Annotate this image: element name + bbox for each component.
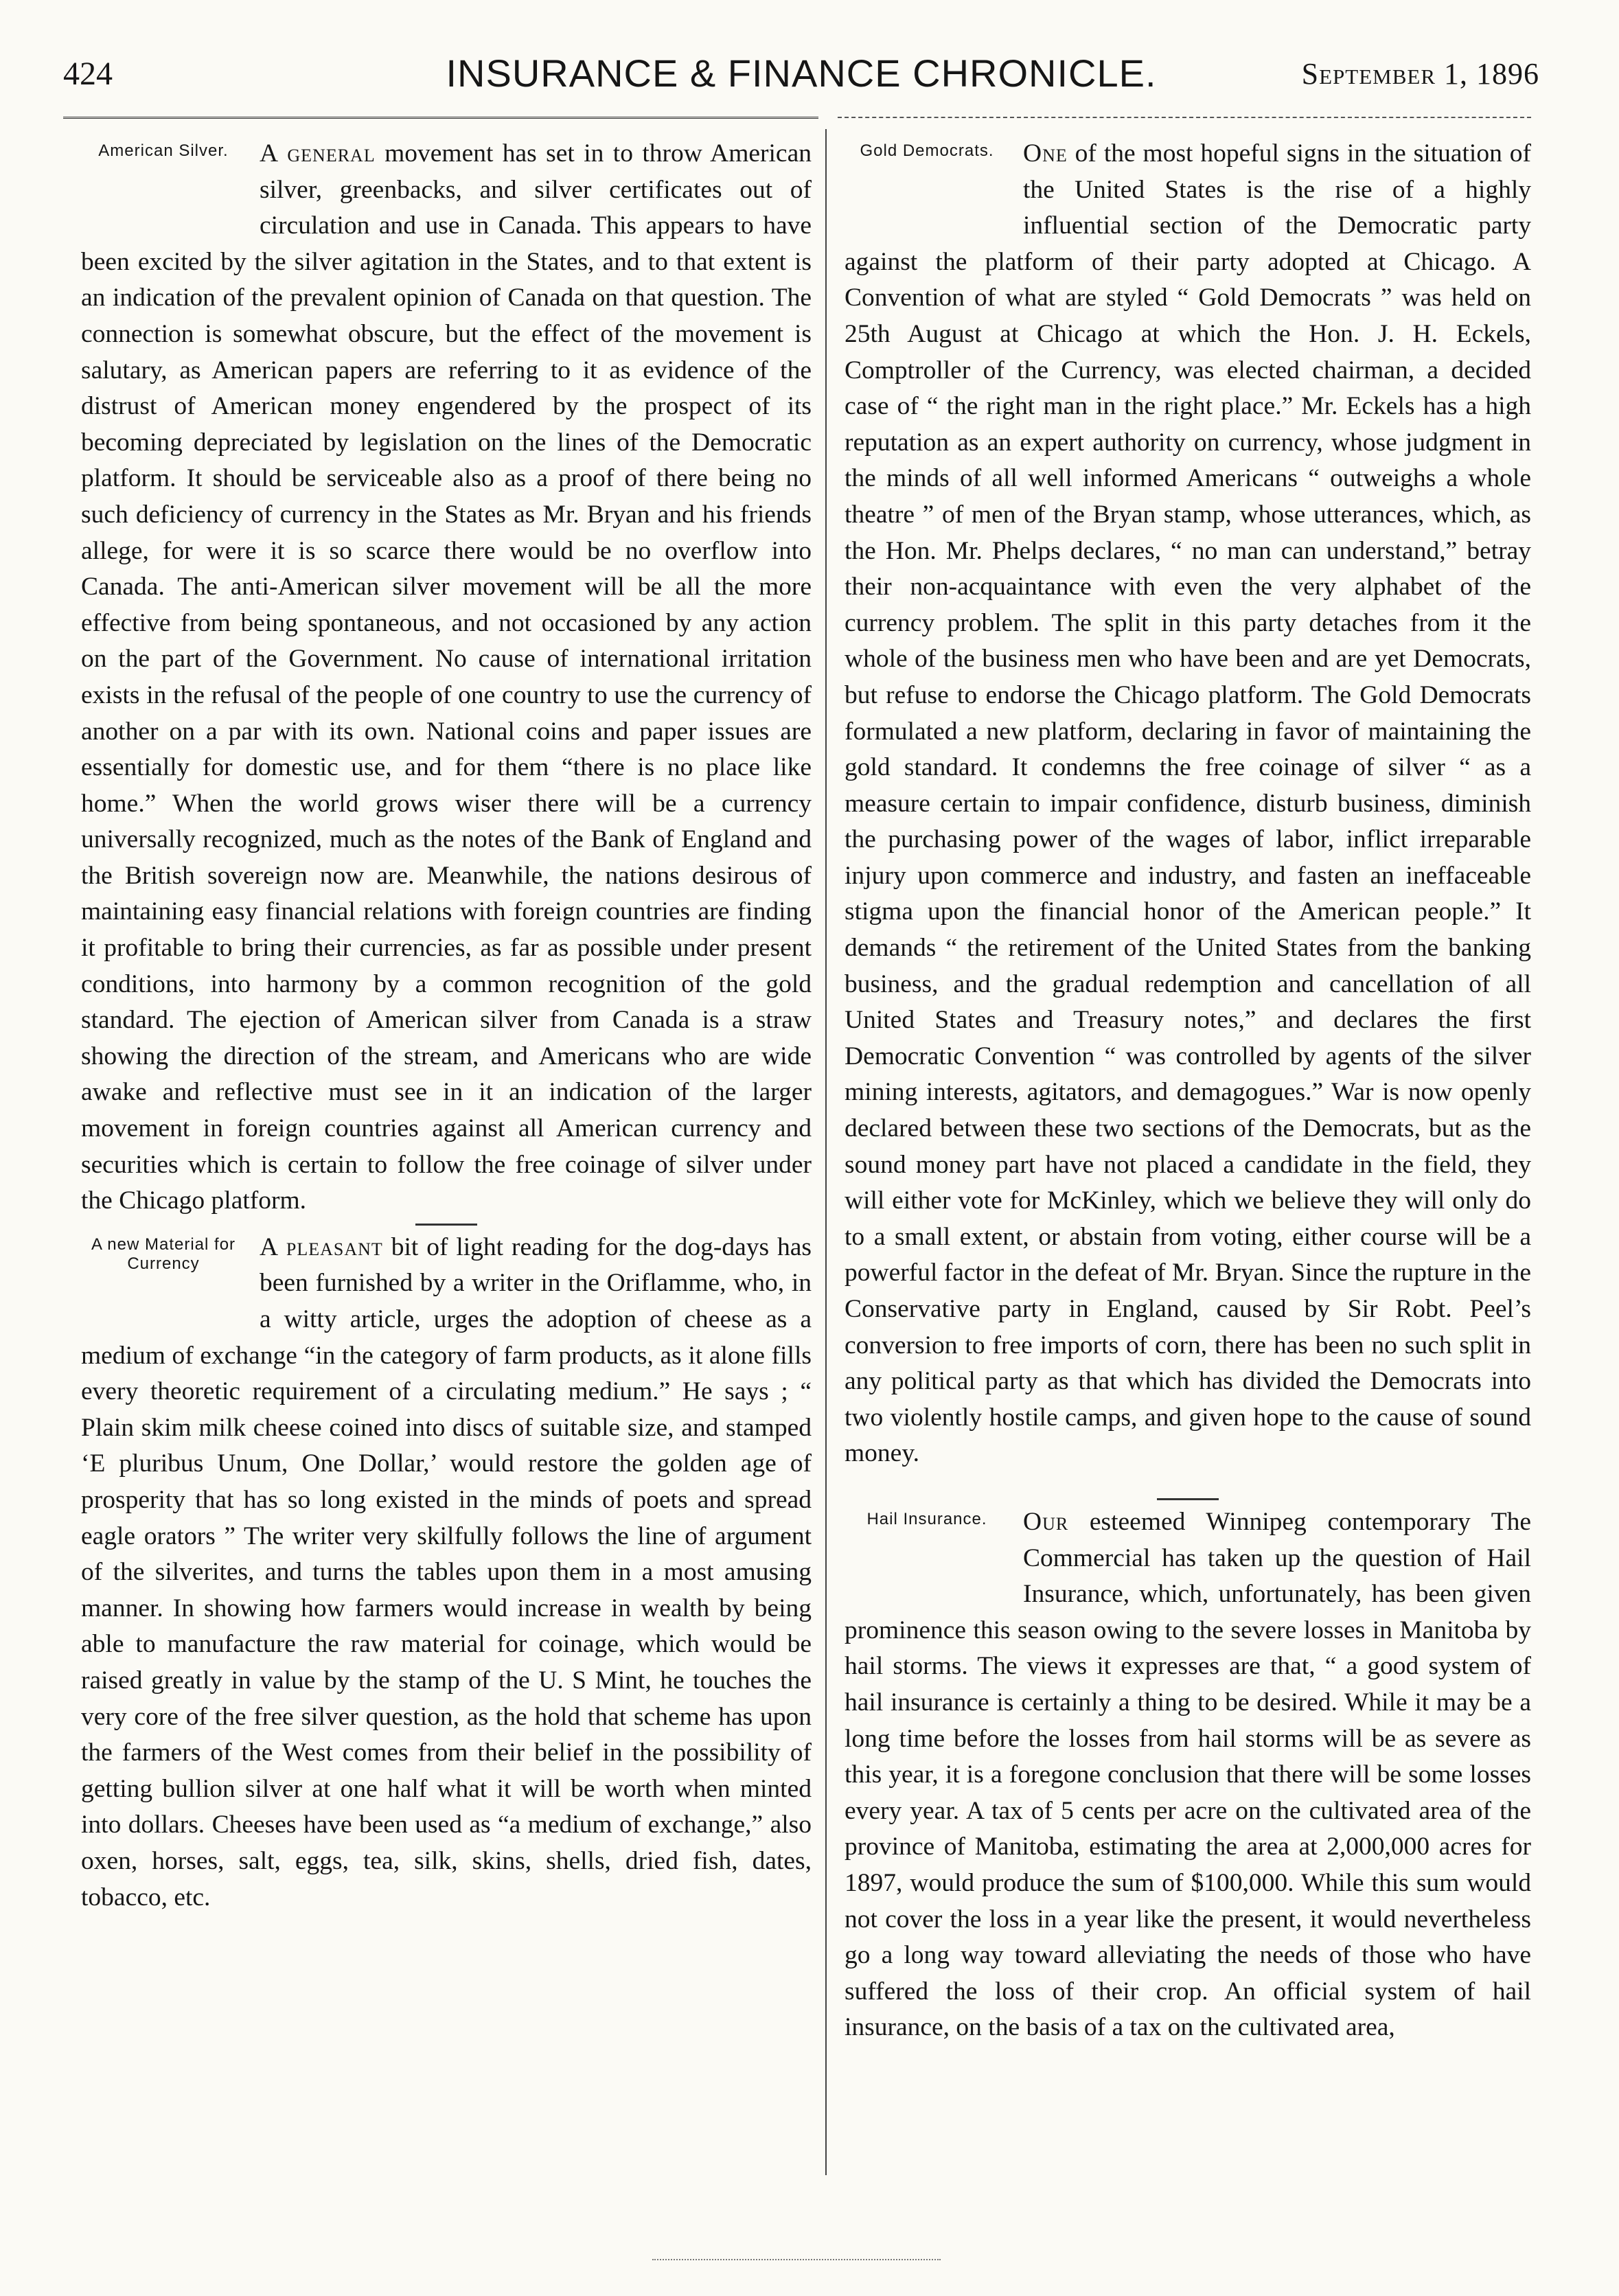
article-new-material — [81, 1230, 812, 1916]
article-separator — [1157, 1498, 1219, 1500]
article-lead: A general — [260, 139, 376, 168]
article-text — [81, 136, 812, 1219]
article-separator — [415, 1224, 477, 1226]
journal-title: INSURANCE & FINANCE CHRONICLE. — [446, 51, 1157, 95]
sidehead-american-silver: American Silver. — [98, 141, 229, 160]
issue-date: September 1, 1896 — [1301, 57, 1539, 91]
article-body: esteemed Winnipeg contemporary The Commercial has taken up the question of Hail Insurance, which, unfortunately, has been given prominence this season owing to the severe losses in Manitoba by hail storms. The views it expresses are that, “ a good system of hail insurance is certainly a thing to be desired. While it may be a long time before the losses from hail storms will be as severe as this year, it is a foregone conclusion that there will be some losses every year. A tax of 5 cents per acre on the cultivated area of the province of Manitoba, estimating the area at 2,000,000 acres for 1897, would produce the sum of $100,000. While this sum would not cover the loss in a year like the present, it would nevertheless go a long way toward alleviating the needs of those who have suffered the loss of their crop. An official system of hail insurance, on the basis of a tax on the cultivated area, — [845, 1507, 1531, 2042]
right-column — [845, 136, 1531, 2046]
article-gold-democrats — [845, 136, 1531, 1472]
column-divider — [825, 129, 827, 2175]
sidehead-new-material: A new Material for Currency — [91, 1235, 236, 1273]
article-lead: A pleasant — [260, 1232, 383, 1261]
header-rule-right — [838, 117, 1531, 118]
sidehead-hail-insurance: Hail Insurance. — [866, 1509, 987, 1528]
article-text — [81, 1230, 812, 1916]
article-body: movement has set in to throw American silver, greenbacks, and silver certificates out of circulation and use in Canada. This appears to have been excited by the silver agitation in the States, and to that extent is an indication of the prevalent opinion of Canada on that question. The connection is somewhat obscure, but the effect of the movement is salutary, as American papers are referring to it as evidence of the distrust of American money engendered by the prospect of its becoming depreciated by legislation on the lines of the Democratic platform. It should be serviceable also as a proof of there being no such deficiency of currency in the States as Mr. Bryan and his friends allege, for were it is so scarce there would be no overflow into Canada. The anti-American silver movement will be all the more effective from being spontaneous, and not occasioned by any action on the part of the Government. No cause of international irritation exists in the refusal of the people of one country to use the currency of another on a par with its own. National coins and paper issues are essentially for domestic use, and for them “there is no place like home.” When the world grows wiser there will be a currency universally recognized, much as the notes of the Bank of England and the British sovereign now are. Meanwhile, the nations desirous of maintaining easy financial relations with foreign countries are finding it profitable to bring their currencies, as far as possible under present conditions, into harmony by a common recognition of the gold standard. The ejection of American silver from Canada is a straw showing the direction of the stream, and Americans who are wide awake and reflective must see in it an indication of the larger movement in foreign countries against all American currency and securities which is certain to follow the free coinage of silver under the Chicago platform. — [81, 139, 812, 1215]
page-number: 424 — [63, 56, 113, 92]
article-hail-insurance — [845, 1504, 1531, 2046]
article-lead: One — [1023, 139, 1068, 168]
article-lead: Our — [1023, 1507, 1069, 1536]
article-body: bit of light reading for the dog-days has been furnished by a writer in the Oriflamme, who, in a witty article, urges the adoption of cheese as a medium of exchange “in the category of farm products, as it alone fills every theoretic requirement of a circulating medium.” He says ; “ Plain skim milk cheese coined into discs of suitable size, and stamped ‘E pluribus Unum, One Dollar,’ would restore the golden age of prosperity that has so long existed in the minds of poets and spread eagle orators ” The writer very skilfully follows the line of argument of the silverites, and turns the tables upon them in a most amusing manner. In showing how farmers would increase in wealth by being able to manufacture the raw material for coinage, which would be raised greatly in value by the stamp of the U. S Mint, he touches the very core of the free silver question, as the hold that scheme has upon the farmers of the West comes from their belief in the possibility of getting bullion silver at one half what it will be worth when minted into dollars. Cheeses have been used as “a medium of exchange,” also oxen, horses, salt, eggs, tea, silk, skins, shells, dried fish, dates, tobacco, etc. — [81, 1232, 812, 1912]
header-rule-left — [63, 117, 818, 119]
article-text — [845, 136, 1531, 1472]
article-body: of the most hopeful signs in the situation of the United States is the rise of a highly influential section of the Democratic party against the platform of their party adopted at Chicago. A Convention of what are styled “ Gold Democrats ” was held on 25th August at Chicago at which the Hon. J. H. Eckels, Comptroller of the Currency, was elected chairman, a decided case of “ the right man in the right place.” Mr. Eckels has a high reputation as an expert authority on currency, whose judgment in the minds of all well informed Americans “ outweighs a whole theatre ” of men of the Bryan stamp, whose utterances, which, as the Hon. Mr. Phelps declares, “ no man can understand,” betray their non-acquaintance with even the very alphabet of the currency problem. The split in this party detaches from it the whole of the business men who have been and are yet Democrats, but refuse to endorse the Chicago platform. The Gold Democrats formulated a new platform, declaring in favor of maintaining the gold standard. It condemns the free coinage of silver “ as a measure certain to impair confidence, disturb business, diminish the purchasing power of the wages of labor, inflict irreparable injury upon commerce and industry, and fasten an ineffaceable stigma upon the financial honor of the American people.” It demands “ the retirement of the United States from the banking business, and the gradual redemption and cancellation of all United States and Treasury notes,” and declares the first Democratic Convention “ was controlled by agents of the silver mining interests, agitators, and demagogues.” War is now openly declared between these two sections of the Democrats, but as the sound money part have not placed a candidate in the field, they will either vote for McKinley, which we believe they will only do to a small extent, or abstain from voting, either course will be a powerful factor in the defeat of Mr. Bryan. Since the rupture in the Conservative party in England, caused by Sir Robt. Peel’s conversion to free imports of corn, there has been no such split in any political party as that which has divided the Democrats into two violently hostile camps, and given hope to the cause of sound money. — [845, 139, 1531, 1468]
bottom-margin-mark — [652, 2259, 941, 2260]
sidehead-gold-democrats: Gold Democrats. — [860, 141, 994, 160]
article-american-silver — [81, 136, 812, 1219]
left-column — [81, 136, 812, 1916]
page-header — [63, 51, 1539, 106]
